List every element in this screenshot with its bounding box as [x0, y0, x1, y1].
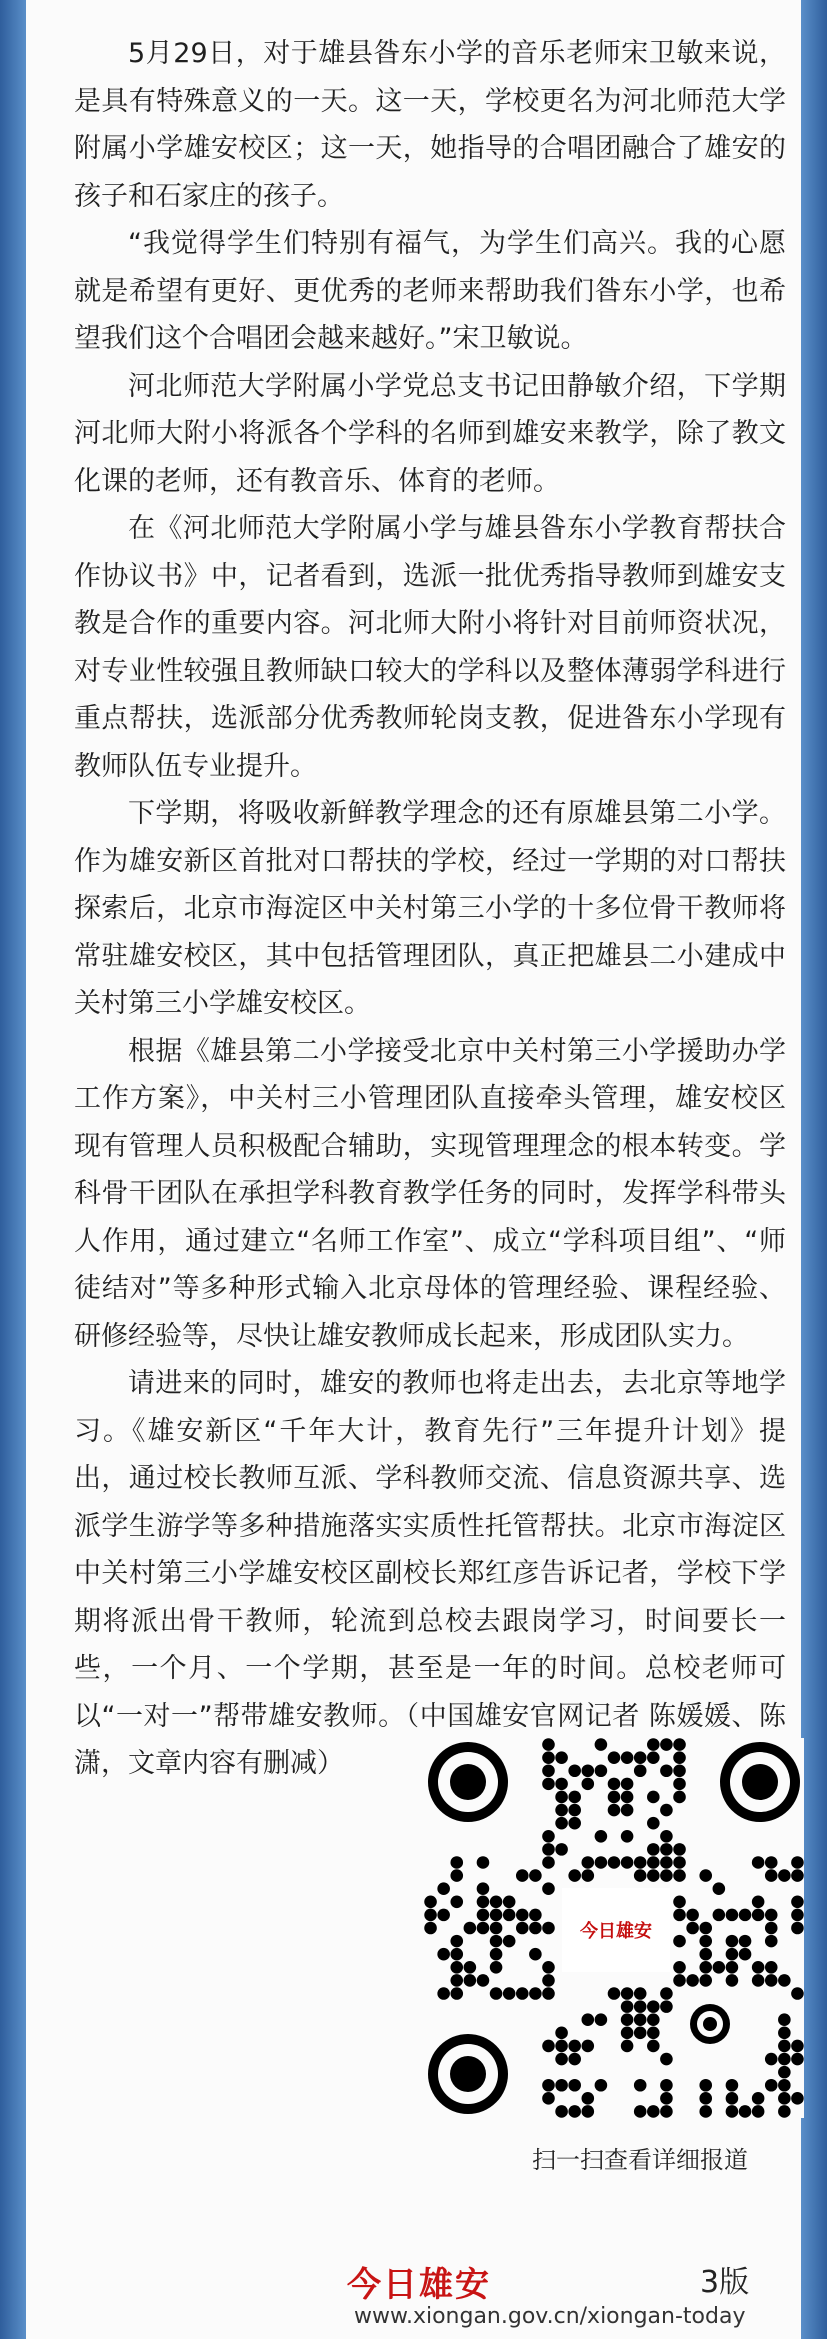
qr-center-logo — [562, 1888, 670, 1972]
qr-module — [555, 1817, 568, 1830]
qr-module — [555, 1791, 568, 1804]
qr-module — [765, 1974, 778, 1987]
qr-module — [660, 1830, 673, 1843]
qr-module — [542, 1751, 555, 1764]
article-paragraph-7: 请进来的同时，雄安的教师也将走出去，去北京等地学习。《雄安新区“千年大计，教育先行”三年提升计划》提出，通过校长教师互派、学科教师交流、信息资源共享、选派学生游学等多种措施落实实质性托管帮扶。北京市海淀区中关村第三小学雄安校区副校长郑红彦告诉记者，学校下学期将派出骨干教师，轮流到总校去跟岗学习，时间要长一些，一个月、一个学期，甚至是一年的时间。总校老师可以“一对一”帮带雄安教师。（中国雄安官网记者 陈媛媛、陈潇，文章内容有删减） — [74, 1368, 786, 1779]
qr-module — [608, 1987, 621, 2000]
qr-module — [778, 2079, 791, 2092]
qr-finder-bottom-left — [428, 2034, 508, 2114]
qr-module — [673, 1856, 686, 1869]
qr-module — [765, 1922, 778, 1935]
qr-module — [673, 1791, 686, 1804]
qr-module — [791, 1987, 804, 2000]
article-paragraph-6: 根据《雄县第二小学接受北京中关村第三小学援助办学工作方案》，中关村三小管理团队直接牵头管理，雄安校区现有管理人员积极配合辅助，实现管理理念的根本转变。学科骨干团队在承担学科教育教学任务的同时，发挥学科带头人作用，通过建立“名师工作室”、成立“学科项目组”、“师徒结对”等多种形式输入北京母体的管理经验、课程经验、研修经验等，尽快让雄安教师成长起来，形成团队实力。 — [74, 1035, 786, 1352]
qr-module — [450, 1961, 463, 1974]
qr-module — [555, 2079, 568, 2092]
qr-module — [595, 2079, 608, 2092]
qr-module — [595, 1830, 608, 1843]
qr-module — [450, 1869, 463, 1882]
qr-module — [699, 1922, 712, 1935]
qr-module — [450, 1974, 463, 1987]
qr-module — [726, 1961, 739, 1974]
qr-module — [660, 2053, 673, 2066]
qr-module — [699, 2079, 712, 2092]
qr-module — [555, 2027, 568, 2040]
qr-module — [568, 2105, 581, 2118]
edition-number: 3版 — [700, 2265, 750, 2300]
qr-module — [568, 2040, 581, 2053]
qr-module — [542, 1974, 555, 1987]
qr-module — [647, 1738, 660, 1751]
qr-module — [726, 2105, 739, 2118]
qr-module — [503, 1909, 516, 1922]
qr-module — [726, 1974, 739, 1987]
qr-module — [765, 1869, 778, 1882]
qr-module — [699, 1974, 712, 1987]
qr-module — [490, 1909, 503, 1922]
qr-module — [542, 2079, 555, 2092]
qr-module — [686, 1922, 699, 1935]
article-paragraph-5: 下学期，将吸收新鲜教学理念的还有原雄县第二小学。作为雄安新区首批对口帮扶的学校，经过一学期的对口帮扶探索后，北京市海淀区中关村第三小学的十多位骨干教师将常驻雄安校区，其中包括管理团队，真正把雄县二小建成中关村第三小学雄安校区。 — [74, 798, 786, 1019]
qr-module — [673, 1869, 686, 1882]
qr-module — [647, 1791, 660, 1804]
qr-module — [634, 2013, 647, 2026]
qr-module — [673, 1909, 686, 1922]
qr-module — [529, 1869, 542, 1882]
qr-module — [555, 1843, 568, 1856]
qr-module — [555, 1778, 568, 1791]
qr-module — [778, 2040, 791, 2053]
article-paragraph-4: 在《河北师范大学附属小学与雄县昝东小学教育帮扶合作协议书》中，记者看到，选派一批优秀指导教师到雄安支教是合作的重要内容。河北师大附小将针对目前师资状况，对专业性较强且教师缺口较大的学科以及整体薄弱学科进行重点帮扶，选派部分优秀教师轮岗支教，促进昝东小学现有教师队伍专业提升。 — [74, 513, 786, 782]
qr-module — [608, 1791, 621, 1804]
qr-module — [464, 1922, 477, 1935]
qr-module — [752, 1896, 765, 1909]
left-border-strip — [0, 0, 26, 2339]
qr-module — [699, 1935, 712, 1948]
qr-code[interactable] — [424, 1738, 804, 2118]
qr-module — [634, 1987, 647, 2000]
qr-module — [542, 2040, 555, 2053]
qr-module — [699, 2092, 712, 2105]
qr-module — [542, 1882, 555, 1895]
qr-module — [450, 1856, 463, 1869]
qr-module — [437, 1987, 450, 2000]
qr-module — [608, 1804, 621, 1817]
qr-module — [424, 1922, 437, 1935]
qr-module — [621, 1987, 634, 2000]
qr-module — [634, 1764, 647, 1777]
qr-module — [477, 1922, 490, 1935]
qr-module — [582, 2013, 595, 2026]
qr-module — [699, 2105, 712, 2118]
qr-module — [739, 1935, 752, 1948]
qr-module — [621, 2000, 634, 2013]
qr-module — [582, 2092, 595, 2105]
qr-module — [765, 2079, 778, 2092]
qr-module — [713, 1909, 726, 1922]
qr-module — [568, 2053, 581, 2066]
qr-module — [660, 2000, 673, 2013]
qr-module — [634, 2027, 647, 2040]
qr-module — [778, 1974, 791, 1987]
qr-module — [791, 2053, 804, 2066]
qr-module — [673, 1751, 686, 1764]
qr-module — [582, 1764, 595, 1777]
qr-module — [568, 1791, 581, 1804]
qr-module — [621, 2013, 634, 2026]
qr-module — [726, 1909, 739, 1922]
qr-module — [555, 1804, 568, 1817]
qr-module — [555, 2105, 568, 2118]
qr-module — [634, 2105, 647, 2118]
qr-module — [503, 1896, 516, 1909]
qr-module — [739, 1948, 752, 1961]
qr-module — [464, 1961, 477, 1974]
qr-module — [673, 1843, 686, 1856]
qr-module — [673, 1961, 686, 1974]
qr-module — [673, 1764, 686, 1777]
qr-module — [477, 1909, 490, 1922]
qr-module — [555, 2053, 568, 2066]
qr-logo-text: 今日雄安 — [580, 1921, 652, 1942]
qr-module — [647, 1856, 660, 1869]
qr-module — [437, 1909, 450, 1922]
qr-module — [529, 1948, 542, 1961]
qr-module — [726, 2092, 739, 2105]
qr-caption: 扫一扫查看详细报道 — [532, 2146, 748, 2174]
qr-module — [660, 1804, 673, 1817]
qr-module — [608, 1856, 621, 1869]
qr-module — [791, 1896, 804, 1909]
qr-module — [477, 1882, 490, 1895]
qr-module — [660, 2105, 673, 2118]
qr-module — [621, 1804, 634, 1817]
qr-module — [450, 1935, 463, 1948]
qr-module — [647, 2000, 660, 2013]
qr-module — [450, 1948, 463, 1961]
qr-module — [765, 1856, 778, 1869]
qr-module — [699, 1869, 712, 1882]
qr-module — [791, 1856, 804, 1869]
qr-module — [437, 1948, 450, 1961]
qr-module — [490, 1948, 503, 1961]
qr-module — [634, 2000, 647, 2013]
qr-module — [621, 2027, 634, 2040]
article-paragraph-1: 5月29日，对于雄县昝东小学的音乐老师宋卫敏来说，是具有特殊意义的一天。这一天，学校更名为河北师范大学附属小学雄安校区；这一天，她指导的合唱团融合了雄安的孩子和石家庄的孩子。 — [74, 38, 786, 212]
qr-module — [582, 2105, 595, 2118]
qr-module — [699, 1948, 712, 1961]
qr-module — [568, 1869, 581, 1882]
qr-module — [647, 1843, 660, 1856]
qr-module — [595, 1738, 608, 1751]
qr-module — [490, 1896, 503, 1909]
qr-module — [621, 1778, 634, 1791]
qr-module — [542, 1856, 555, 1869]
qr-module — [464, 1974, 477, 1987]
qr-module — [778, 2066, 791, 2079]
qr-module — [568, 1764, 581, 1777]
qr-module — [791, 1869, 804, 1882]
qr-module — [490, 1961, 503, 1974]
qr-module — [582, 1778, 595, 1791]
qr-module — [739, 1909, 752, 1922]
qr-module — [647, 1869, 660, 1882]
qr-module — [634, 1869, 647, 1882]
article-body — [74, 30, 786, 1788]
website-url[interactable]: www.xiongan.gov.cn/xiongan-today — [354, 2304, 746, 2329]
qr-module — [765, 1909, 778, 1922]
qr-module — [791, 1922, 804, 1935]
qr-module — [660, 1738, 673, 1751]
qr-module — [699, 1961, 712, 1974]
qr-module — [542, 1922, 555, 1935]
qr-module — [450, 1896, 463, 1909]
qr-module — [778, 2013, 791, 2026]
qr-module — [595, 1856, 608, 1869]
qr-module — [542, 1830, 555, 1843]
qr-module — [477, 1856, 490, 1869]
qr-module — [621, 1830, 634, 1843]
qr-module — [542, 1764, 555, 1777]
qr-module — [660, 1987, 673, 2000]
qr-module — [647, 2040, 660, 2053]
qr-module — [660, 1856, 673, 1869]
qr-finder-top-right — [720, 1742, 800, 1822]
qr-module — [621, 1751, 634, 1764]
qr-module — [634, 1856, 647, 1869]
qr-module — [713, 1961, 726, 1974]
qr-module — [568, 1804, 581, 1817]
qr-module — [608, 1751, 621, 1764]
qr-module — [791, 1909, 804, 1922]
qr-module — [686, 1974, 699, 1987]
qr-module — [726, 1935, 739, 1948]
qr-module — [660, 2092, 673, 2105]
qr-module — [529, 1909, 542, 1922]
qr-module — [595, 1764, 608, 1777]
qr-module — [647, 1817, 660, 1830]
qr-module — [529, 1922, 542, 1935]
qr-module — [647, 2013, 660, 2026]
qr-module — [713, 1882, 726, 1895]
qr-module — [621, 1856, 634, 1869]
qr-module — [673, 1974, 686, 1987]
article-paragraph-2: “我觉得学生们特别有福气，为学生们高兴。我的心愿就是希望有更好、更优秀的老师来帮助我们昝东小学，也希望我们这个合唱团会越来越好。”宋卫敏说。 — [74, 228, 786, 354]
qr-module — [424, 1896, 437, 1909]
qr-module — [516, 1909, 529, 1922]
qr-module — [673, 1935, 686, 1948]
qr-module — [752, 2105, 765, 2118]
qr-module — [621, 1791, 634, 1804]
qr-module — [660, 1843, 673, 1856]
qr-module — [634, 2079, 647, 2092]
qr-module — [542, 2092, 555, 2105]
qr-module — [647, 2027, 660, 2040]
qr-module — [542, 1738, 555, 1751]
qr-module — [726, 1948, 739, 1961]
qr-module — [778, 1869, 791, 1882]
qr-module — [516, 1987, 529, 2000]
newspaper-masthead: 今日雄安 — [347, 2265, 491, 2305]
qr-module — [477, 1974, 490, 1987]
qr-module — [490, 1987, 503, 2000]
qr-module — [621, 2040, 634, 2053]
qr-module — [555, 2040, 568, 2053]
qr-module — [516, 1869, 529, 1882]
qr-module — [752, 1974, 765, 1987]
qr-module — [752, 2092, 765, 2105]
qr-module — [542, 1778, 555, 1791]
qr-module — [634, 1751, 647, 1764]
qr-module — [752, 1909, 765, 1922]
qr-module — [503, 1935, 516, 1948]
qr-module — [490, 1935, 503, 1948]
qr-module — [765, 2053, 778, 2066]
qr-module — [791, 2040, 804, 2053]
qr-module — [424, 1909, 437, 1922]
qr-module — [595, 2013, 608, 2026]
qr-module — [752, 1856, 765, 1869]
qr-module — [450, 1987, 463, 2000]
qr-module — [673, 1896, 686, 1909]
qr-module — [608, 1778, 621, 1791]
qr-module — [437, 1882, 450, 1895]
qr-module — [542, 1987, 555, 2000]
qr-module — [582, 1856, 595, 1869]
qr-alignment — [690, 2004, 730, 2044]
qr-module — [529, 1987, 542, 2000]
qr-module — [765, 1961, 778, 1974]
article-paragraph-3: 河北师范大学附属小学党总支书记田静敏介绍，下学期河北师大附小将派各个学科的名师到雄安来教学，除了教文化课的老师，还有教音乐、体育的老师。 — [74, 370, 786, 497]
qr-module — [542, 1961, 555, 1974]
qr-module — [660, 2079, 673, 2092]
qr-module — [555, 1751, 568, 1764]
qr-module — [516, 1922, 529, 1935]
qr-module — [660, 1869, 673, 1882]
qr-module — [778, 2027, 791, 2040]
qr-module — [765, 1935, 778, 1948]
qr-module — [739, 2105, 752, 2118]
qr-finder-top-left — [428, 1742, 508, 1822]
qr-module — [726, 2079, 739, 2092]
qr-module — [568, 1817, 581, 1830]
qr-module — [542, 1843, 555, 1856]
qr-module — [660, 1764, 673, 1777]
qr-module — [582, 2040, 595, 2053]
qr-module — [673, 1778, 686, 1791]
qr-module — [647, 1751, 660, 1764]
qr-module — [503, 1987, 516, 2000]
qr-module — [752, 1961, 765, 1974]
qr-module — [778, 2105, 791, 2118]
qr-module — [582, 1869, 595, 1882]
qr-module — [673, 1738, 686, 1751]
qr-module — [647, 2105, 660, 2118]
qr-module — [490, 1922, 503, 1935]
qr-module — [686, 1909, 699, 1922]
qr-module — [791, 2092, 804, 2105]
qr-module — [778, 2092, 791, 2105]
qr-module — [477, 1896, 490, 1909]
qr-module — [778, 2053, 791, 2066]
right-border-strip — [801, 0, 827, 2339]
qr-module — [568, 2079, 581, 2092]
